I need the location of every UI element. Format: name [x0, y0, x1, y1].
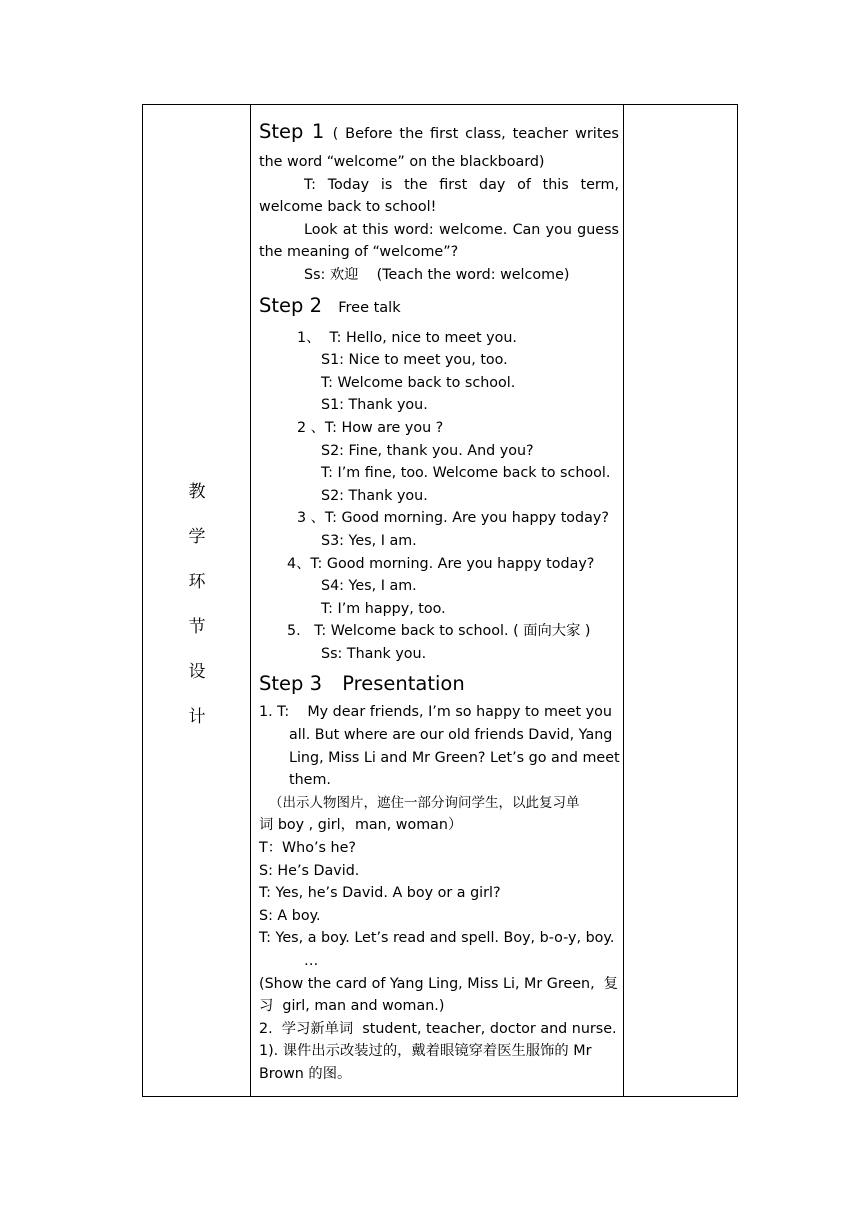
presentation-line: T: Yes, a boy. Let’s read and spell. Boy, b-o-y, boy.: [259, 930, 615, 947]
presentation-line: 1. T: My dear friends, I’m so happy to meet you: [259, 704, 612, 721]
step1-line: T: Today is the first day of this term,: [304, 176, 619, 193]
dialogue-line: S1: Thank you.: [321, 397, 428, 414]
dialogue-line: 1、 T: Hello, nice to meet you.: [297, 329, 517, 346]
dialogue-line: T: Welcome back to school.: [321, 374, 516, 391]
lesson-content: [259, 113, 619, 1086]
presentation-line: （出示人物图片，遮住一部分询问学生，以此复习单: [269, 794, 580, 811]
section-label-char: 环: [188, 572, 206, 592]
section-label-char: 设: [188, 662, 206, 682]
presentation-line: T：Who’s he?: [259, 840, 356, 857]
step1-line: the word “welcome” on the blackboard): [259, 154, 545, 170]
step1-line: Ss: 欢迎 (Teach the word: welcome): [304, 266, 570, 283]
presentation-line: all. But where are our old friends David, Yang: [289, 727, 613, 744]
presentation-line: (Show the card of Yang Ling, Miss Li, Mr Green, 复: [259, 975, 619, 992]
step3-subtitle: Presentation: [342, 672, 465, 696]
dialogue-line: 5. T: Welcome back to school. ( 面向大家 ): [287, 623, 591, 640]
presentation-line: 习 girl, man and woman.): [259, 998, 445, 1015]
column-divider: [623, 105, 624, 1096]
section-label-char: 节: [188, 617, 206, 637]
dialogue-line: T: I’m happy, too.: [321, 600, 446, 617]
section-label-char: 学: [188, 527, 206, 547]
step1-line: the meaning of “welcome”?: [259, 244, 459, 261]
presentation-line: …: [304, 953, 319, 969]
dialogue-line: 4、T: Good morning. Are you happy today?: [287, 555, 595, 572]
dialogue-line: S1: Nice to meet you, too.: [321, 352, 508, 369]
dialogue-line: 2 、T: How are you ?: [297, 419, 444, 436]
dialogue-line: S2: Fine, thank you. And you?: [321, 442, 534, 459]
step1-note: ( Before the first class, teacher writes: [332, 126, 619, 142]
step1-line: welcome back to school!: [259, 199, 437, 216]
dialogue-line: S3: Yes, I am.: [321, 532, 417, 549]
presentation-line: 2. 学习新单词 student, teacher, doctor and nurse.: [259, 1020, 617, 1037]
presentation-line: T: Yes, he’s David. A boy or a girl?: [259, 885, 501, 902]
step2-subtitle: Free talk: [338, 299, 401, 316]
step3-heading: [259, 669, 619, 699]
step1-title: Step 1: [259, 120, 325, 143]
section-label-char: 计: [188, 707, 206, 727]
presentation-line: S: A boy.: [259, 907, 321, 924]
dialogue-line: Ss: Thank you.: [321, 645, 427, 662]
section-label-char: 教: [188, 482, 206, 502]
presentation-line: Brown 的图。: [259, 1065, 352, 1082]
lesson-plan-table: [142, 104, 738, 1097]
step2-heading: [259, 291, 619, 323]
dialogue-line: S4: Yes, I am.: [321, 578, 417, 595]
presentation-line: Ling, Miss Li and Mr Green? Let’s go and meet: [289, 749, 620, 766]
dialogue-line: S2: Thank you.: [321, 487, 428, 504]
step1-heading: [259, 117, 619, 149]
section-label-column: [143, 105, 251, 1096]
presentation-line: 词 boy , girl，man, woman）: [259, 817, 463, 834]
dialogue-line: 3 、T: Good morning. Are you happy today?: [297, 510, 609, 527]
step1-line: Look at this word: welcome. Can you guess: [304, 221, 619, 238]
presentation-line: them.: [289, 772, 331, 789]
presentation-line: 1). 课件出示改装过的，戴着眼镜穿着医生服饰的 Mr: [259, 1043, 592, 1060]
step2-title: Step 2: [259, 293, 323, 317]
step3-title: Step 3: [259, 672, 323, 696]
presentation-line: S: He’s David.: [259, 862, 360, 879]
dialogue-line: T: I’m fine, too. Welcome back to school.: [321, 465, 611, 482]
